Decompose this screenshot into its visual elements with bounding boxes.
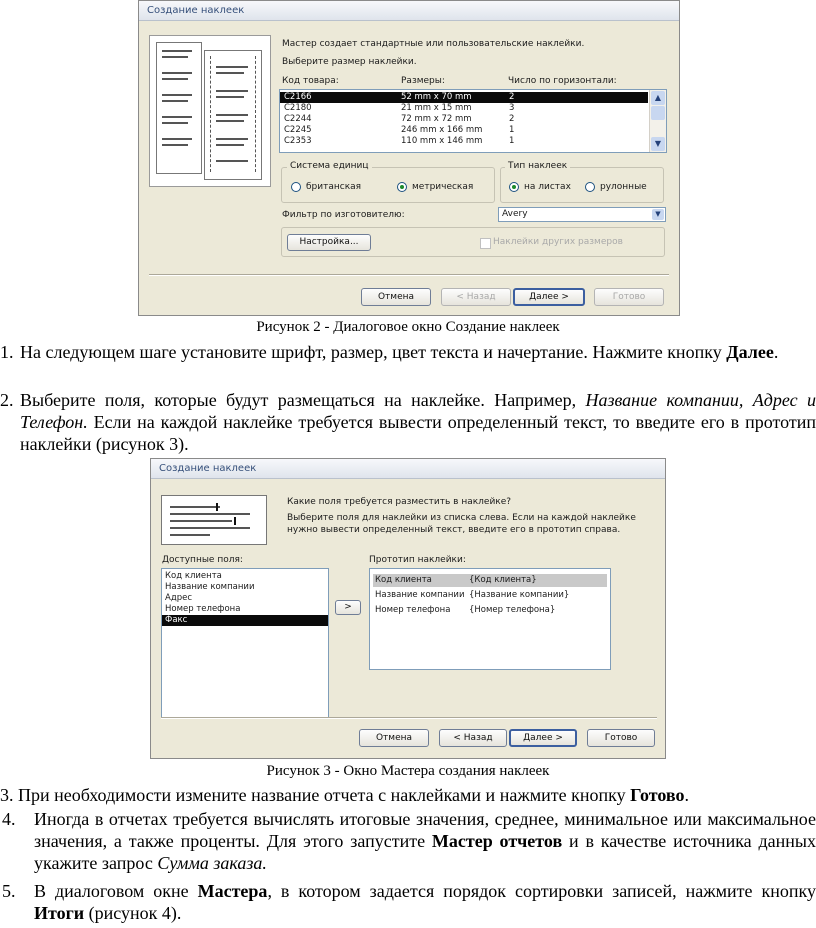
instruction-text: При необходимости измените название отчета с наклейками и нажмите кнопку	[18, 785, 631, 805]
label-size-list[interactable]	[279, 89, 667, 153]
column-header-size: Размеры:	[401, 76, 445, 86]
cancel-button[interactable]: Отмена	[359, 729, 429, 747]
table-row[interactable]	[280, 103, 648, 114]
cell-count: 3	[509, 103, 515, 113]
label-preview-illustration	[161, 495, 267, 545]
cell-count: 2	[509, 114, 515, 124]
prototype-field: {Код клиента}	[469, 575, 537, 585]
finish-button[interactable]: Готово	[587, 729, 655, 747]
available-fields-list[interactable]	[161, 568, 329, 718]
table-row[interactable]	[280, 114, 648, 125]
manufacturer-filter-label: Фильтр по изготовителю:	[282, 210, 405, 220]
column-header-code: Код товара:	[282, 76, 339, 86]
radio-british[interactable]	[291, 182, 301, 192]
instruction-1	[20, 341, 816, 363]
dialog-title: Создание наклеек	[139, 1, 679, 21]
list-item[interactable]: Адрес	[165, 593, 192, 603]
cell-count: 1	[509, 125, 515, 135]
separator	[161, 717, 657, 719]
radio-roll[interactable]	[585, 182, 595, 192]
next-keyword: Далее	[726, 342, 774, 362]
instruction-text: Выберите поля, которые будут размещаться на наклейке. Например,	[20, 390, 586, 410]
cell-size: 21 mm x 15 mm	[401, 103, 472, 113]
instruction-text: На следующем шаге установите шрифт, размер, цвет текста и начертание. Нажмите кнопку	[20, 342, 727, 362]
cancel-button[interactable]: Отмена	[361, 288, 431, 306]
scroll-thumb[interactable]	[651, 106, 665, 120]
radio-sheets-label[interactable]: на листах	[524, 182, 571, 192]
table-row[interactable]	[280, 136, 648, 147]
instruction-text: Иногда в отчетах требуется вычислять итоговые значения, среднее, минимальное или максимальное значения, а также проценты. Для этого запустите	[34, 809, 816, 851]
cell-count: 1	[509, 136, 515, 146]
cell-code: C2353	[284, 136, 312, 146]
label-wizard-dialog-size	[138, 0, 680, 316]
cell-size: 52 mm x 70 mm	[401, 92, 472, 102]
table-row[interactable]	[280, 92, 648, 103]
cell-size: 246 mm x 166 mm	[401, 125, 483, 135]
label-prototype-box[interactable]	[369, 568, 611, 670]
prototype-line[interactable]	[373, 604, 607, 617]
other-sizes-label[interactable]: Наклейки других размеров	[493, 237, 623, 247]
instruction-3	[18, 784, 816, 806]
list-number: 4.	[2, 809, 16, 829]
instruction-4	[34, 808, 816, 874]
column-header-count: Число по горизонтали:	[508, 76, 617, 86]
labels-illustration	[149, 35, 271, 187]
radio-sheets[interactable]	[509, 182, 519, 192]
hint-text: Выберите поля для наклейки из списка слева. Если на каждой наклейке нужно вывести определенный текст, введите его в прототип справа.	[287, 513, 636, 535]
finish-button[interactable]: Готово	[594, 288, 664, 306]
radio-metric[interactable]	[397, 182, 407, 192]
list-number: 1.	[0, 342, 14, 362]
available-fields-label: Доступные поля:	[162, 555, 243, 565]
report-wizard-keyword: Мастер отчетов	[431, 831, 563, 851]
units-group-label: Система единиц	[287, 161, 372, 171]
next-button[interactable]: Далее >	[509, 729, 577, 747]
intro-text-1: Мастер создает стандартные или пользовательские наклейки.	[282, 39, 585, 49]
chevron-down-icon[interactable]: ▼	[652, 209, 664, 220]
cell-code: C2180	[284, 103, 312, 113]
list-item[interactable]: Факс	[162, 615, 328, 626]
label-type-group-label: Тип наклеек	[505, 161, 570, 171]
scroll-down-icon[interactable]: ▼	[651, 137, 665, 151]
list-number: 3.	[0, 785, 14, 805]
radio-roll-label[interactable]: рулонные	[600, 182, 647, 192]
add-field-button[interactable]: >	[335, 600, 361, 615]
table-row[interactable]	[280, 125, 648, 136]
cell-size: 72 mm x 72 mm	[401, 114, 472, 124]
prototype-text: Код клиента	[375, 575, 432, 585]
cell-size: 110 mm x 146 mm	[401, 136, 483, 146]
scroll-up-icon[interactable]: ▲	[651, 91, 665, 105]
cell-code: C2166	[284, 92, 312, 102]
question-text: Какие поля требуется разместить в наклейке?	[287, 497, 512, 507]
instruction-text: .	[684, 785, 690, 805]
manufacturer-filter-value: Avery	[502, 209, 528, 219]
label-wizard-dialog-fields	[150, 458, 666, 759]
prototype-label: Прототип наклейки:	[369, 555, 466, 565]
instruction-text: В диалоговом окне	[34, 881, 198, 901]
back-button[interactable]: < Назад	[441, 288, 511, 306]
prototype-text: Номер телефона	[375, 605, 451, 615]
prototype-line[interactable]	[373, 574, 607, 587]
dialog-title: Создание наклеек	[151, 459, 665, 479]
cell-code: C2244	[284, 114, 312, 124]
cell-code: C2245	[284, 125, 312, 135]
instruction-2	[20, 389, 816, 455]
figure-caption-3: Рисунок 3 - Окно Мастера создания наклеек	[266, 763, 550, 779]
list-item[interactable]: Код клиента	[165, 571, 222, 581]
totals-keyword: Итоги	[34, 903, 85, 923]
instruction-text: и в качестве источника данных укажите запрос	[34, 831, 816, 873]
instruction-text: .	[773, 342, 779, 362]
fields-example: Название компании, Адрес и Телефон.	[20, 390, 816, 432]
list-item[interactable]: Номер телефона	[165, 604, 241, 614]
radio-metric-label[interactable]: метрическая	[412, 182, 474, 192]
cell-count: 2	[509, 92, 515, 102]
radio-british-label[interactable]: британская	[306, 182, 362, 192]
list-item[interactable]: Название компании	[165, 582, 255, 592]
back-button[interactable]: < Назад	[439, 729, 507, 747]
list-number: 2.	[0, 390, 14, 410]
prototype-text: Название компании	[375, 590, 465, 600]
list-number: 5.	[2, 881, 16, 901]
prototype-line[interactable]	[373, 589, 607, 602]
prototype-field: {Название компании}	[469, 590, 570, 600]
other-sizes-checkbox[interactable]	[480, 238, 491, 249]
finish-keyword: Готово	[630, 785, 685, 805]
instruction-text: , в котором задается порядок сортировки записей, нажмите кнопку	[267, 881, 816, 901]
customize-button[interactable]: Настройка...	[287, 234, 371, 251]
instruction-5	[34, 880, 816, 924]
figure-caption-2: Рисунок 2 - Диалоговое окно Создание наклеек	[256, 319, 560, 335]
prototype-field: {Номер телефона}	[469, 605, 556, 615]
manufacturer-filter-select[interactable]	[498, 207, 666, 222]
query-name: Сумма заказа.	[157, 853, 267, 873]
instruction-text: Если на каждой наклейке требуется вывести определенный текст, то введите его в прототип наклейки (рисунок 3).	[20, 412, 816, 454]
instruction-text: (рисунок 4).	[84, 903, 182, 923]
list-scrollbar[interactable]	[649, 90, 666, 152]
separator	[149, 274, 669, 276]
wizard-keyword: Мастера	[197, 881, 268, 901]
next-button[interactable]: Далее >	[513, 288, 585, 306]
intro-text-2: Выберите размер наклейки.	[282, 57, 417, 67]
